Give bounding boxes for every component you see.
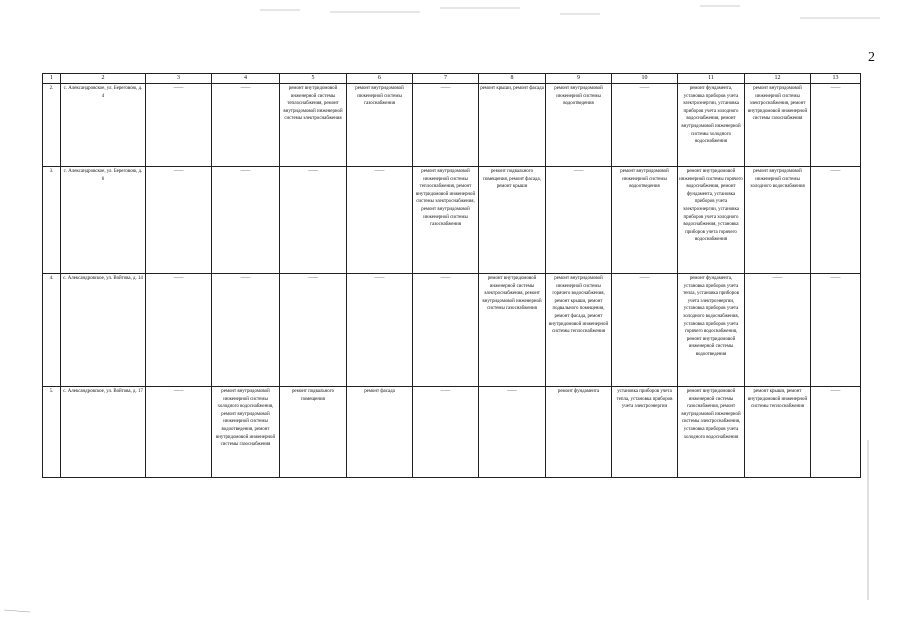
- column-header: 11: [678, 74, 745, 84]
- header-row: [43, 74, 861, 84]
- column-header: 3: [146, 74, 212, 84]
- column-header: 4: [212, 74, 280, 84]
- table-cell: ремонт внутридомовой инженерной системы горячего водоснабжения, ремонт крыши, ремонт подвального помещения, ремонт фасада, ремонт внутридомовой инженерной системы теплоснабжения: [546, 274, 612, 387]
- table-cell: ——: [479, 387, 546, 478]
- table-cell: ——: [413, 274, 479, 387]
- column-header: 1: [43, 74, 61, 84]
- table-cell: ремонт внутридомовой инженерной системы водоотведения: [612, 167, 678, 274]
- table-cell: ——: [212, 274, 280, 387]
- table-cell: ——: [612, 274, 678, 387]
- row-number: 2.: [43, 84, 61, 167]
- column-header: 8: [479, 74, 546, 84]
- table-cell: ——: [413, 387, 479, 478]
- table-cell: ремонт крыши, ремонт фасада: [479, 84, 546, 167]
- table-cell: ремонт внутридомовой инженерной системы теплоснабжения, ремонт внутридомовой инженерной системы электроснабжения: [280, 84, 347, 167]
- table-cell: ——: [347, 167, 413, 274]
- table-cell: ремонт внутридомовой инженерной системы водоотведения: [546, 84, 612, 167]
- table-cell: установка приборов учета тепла, установка приборов учета электроэнергии: [612, 387, 678, 478]
- address-cell: с. Александровское, ул. Войтова, д. 17: [61, 387, 146, 478]
- row-number: 5.: [43, 387, 61, 478]
- column-header: 12: [745, 74, 811, 84]
- table-cell: ремонт фундамента: [546, 387, 612, 478]
- table-cell: ——: [745, 274, 811, 387]
- column-header: 9: [546, 74, 612, 84]
- table-cell: ремонт фасада: [347, 387, 413, 478]
- row-number: 4.: [43, 274, 61, 387]
- table-cell: ——: [612, 84, 678, 167]
- column-header: 2: [61, 74, 146, 84]
- table-cell: ремонт подвального помещения: [280, 387, 347, 478]
- table-cell: ремонт внутридомовой инженерной системы газоснабжения, ремонт внутридомовой инженерной системы электроснабжения, установка приборов учета холодного водоснабжения: [678, 387, 745, 478]
- table-cell: ——: [146, 167, 212, 274]
- table-row: [43, 274, 861, 387]
- table-cell: ——: [146, 274, 212, 387]
- address-cell: с. Александровское, ул. Войтова, д. 14: [61, 274, 146, 387]
- address-cell: с. Александровское, ул. Береговою, д. 6: [61, 167, 146, 274]
- table-cell: ремонт внутридомовой инженерной системы газоснабжения: [347, 84, 413, 167]
- table-cell: ремонт внутридомовой инженерной системы горячего водоснабжения, ремонт фундамента, установка приборов учета электроэнергии, установка приборов учета холодного водоснабжения, установка приборов учета горячего водоснабжения: [678, 167, 745, 274]
- column-header: 7: [413, 74, 479, 84]
- table-row: [43, 387, 861, 478]
- table-cell: ——: [146, 84, 212, 167]
- column-header: 13: [811, 74, 861, 84]
- table-cell: ремонт внутридомовой инженерной системы электроснабжения, ремонт внутридомовой инженерной системы газоснабжения: [745, 84, 811, 167]
- table-cell: ——: [546, 167, 612, 274]
- table-cell: ремонт фундамента, установка приборов учета электроэнергии, установка приборов учета холодного водоснабжения, ремонт внутридомовой инженерной системы холодного водоснабжения: [678, 84, 745, 167]
- table-cell: ——: [413, 84, 479, 167]
- table-cell: ——: [146, 387, 212, 478]
- table-cell: ремонт внутридомовой инженерной системы теплоснабжения, ремонт внутридомовой инженерной системы электроснабжения, ремонт внутридомовой инженерной системы газоснабжения: [413, 167, 479, 274]
- table-cell: ——: [811, 387, 861, 478]
- table-cell: ремонт внутридомовой инженерной системы холодного водоснабжения: [745, 167, 811, 274]
- table-row: [43, 84, 861, 167]
- table-cell: ——: [280, 274, 347, 387]
- column-header: 6: [347, 74, 413, 84]
- column-header: 5: [280, 74, 347, 84]
- column-header: 10: [612, 74, 678, 84]
- page-number: 2: [868, 50, 875, 65]
- table-cell: ——: [347, 274, 413, 387]
- table-cell: ——: [811, 274, 861, 387]
- address-cell: с. Александровское, ул. Береговою, д. 4: [61, 84, 146, 167]
- table-row: [43, 167, 861, 274]
- table-cell: ——: [212, 167, 280, 274]
- table-cell: ремонт внутридомовой инженерной системы холодного водоснабжения, ремонт внутридомовой инженерной системы водоотведения, ремонт внутридомовой инженерной системы газоснабжения: [212, 387, 280, 478]
- table-cell: ремонт внутридомовой инженерной системы электроснабжения, ремонт внутридомовой инженерной системы газоснабжения: [479, 274, 546, 387]
- table-cell: ——: [212, 84, 280, 167]
- repair-schedule-table: [42, 73, 861, 478]
- table-cell: ——: [280, 167, 347, 274]
- table-cell: ремонт крыши, ремонт внутридомовой инженерной системы теплоснабжения: [745, 387, 811, 478]
- row-number: 3.: [43, 167, 61, 274]
- table-cell: ——: [811, 167, 861, 274]
- table-cell: ремонт подвального помещения, ремонт фасада, ремонт крыши: [479, 167, 546, 274]
- table-cell: ——: [811, 84, 861, 167]
- table-cell: ремонт фундамента, установка приборов учета тепла, установка приборов учета электроэнергии, установка приборов учета холодного водоснабжения, установка приборов учета горячего водоснабжения, ремонт внутридомовой инженерной системы водоотведения: [678, 274, 745, 387]
